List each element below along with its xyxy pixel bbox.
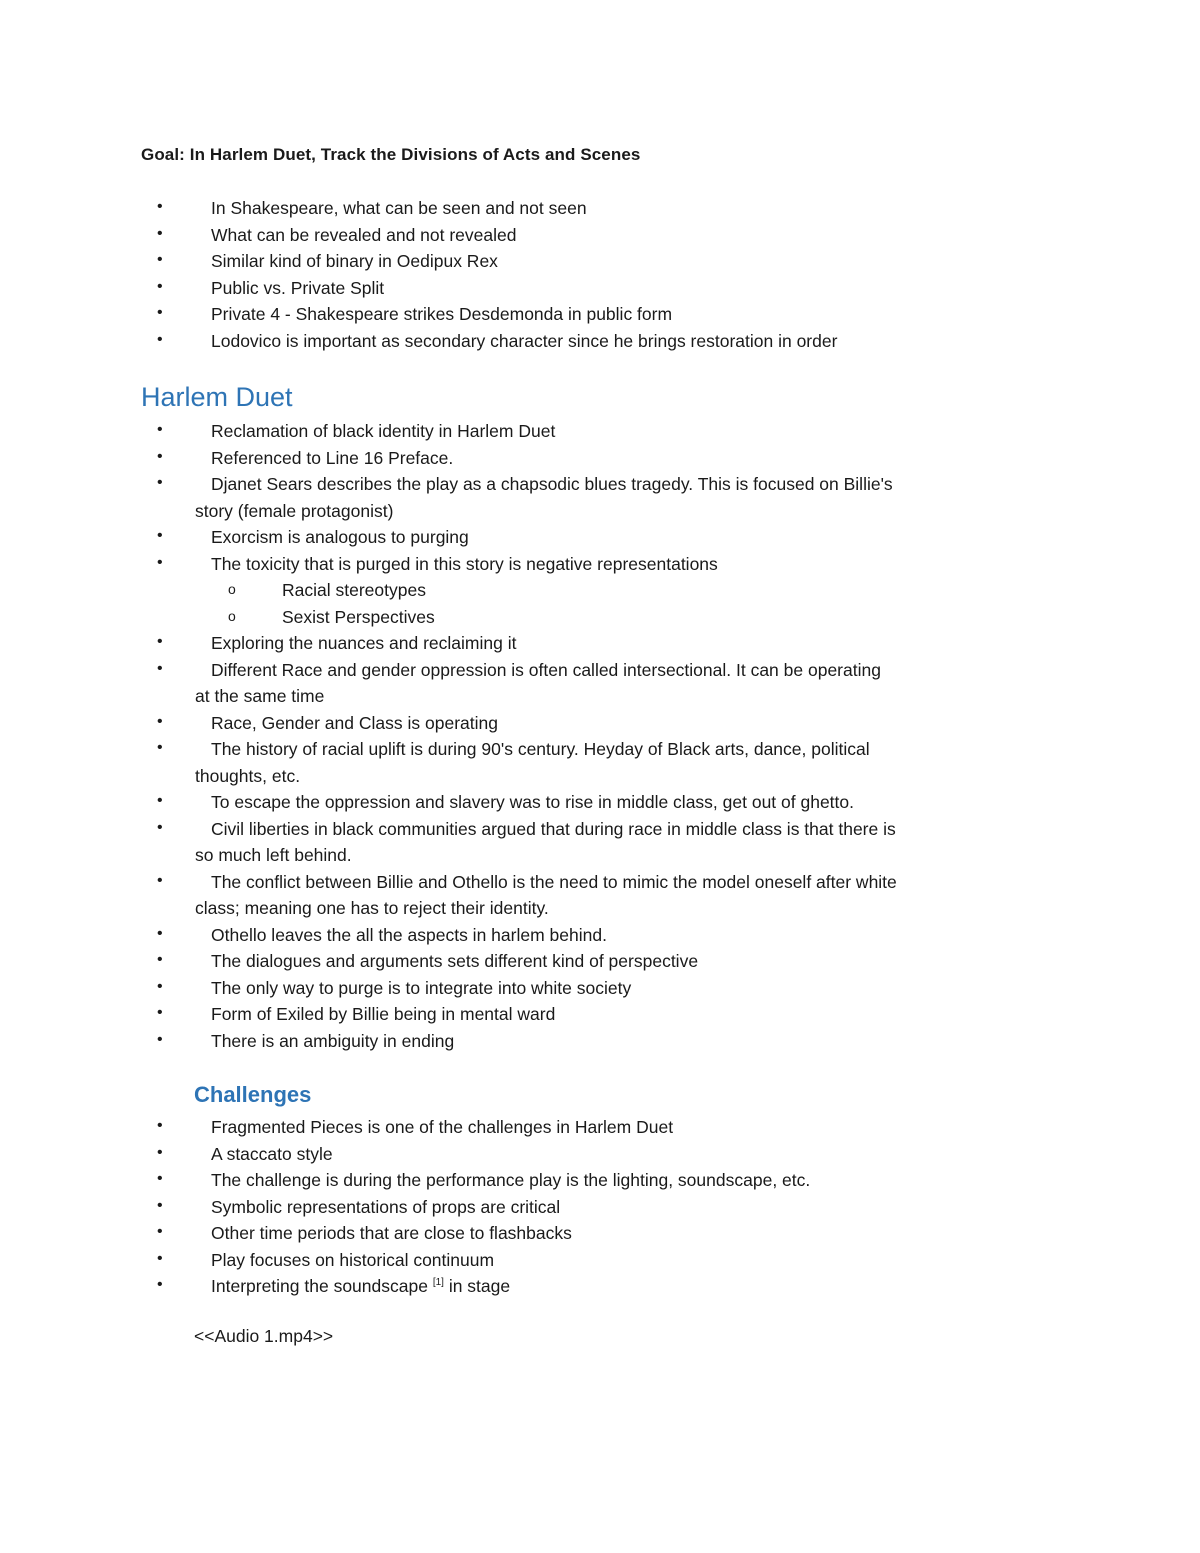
list-item: • There is an ambiguity in ending: [0, 1028, 900, 1055]
bullet-icon: •: [157, 633, 163, 650]
bullet-icon: •: [157, 198, 163, 215]
list-item: • Race, Gender and Class is operating: [0, 710, 900, 737]
bullet-icon: •: [157, 1004, 163, 1021]
list-item: • Interpreting the soundscape [1] in stage: [0, 1273, 900, 1300]
list-item: • What can be revealed and not revealed: [0, 222, 900, 249]
list-item: • Play focuses on historical continuum: [0, 1247, 900, 1274]
harlem-duet-list: [0, 418, 900, 1054]
list-item: • The only way to purge is to integrate into white society: [0, 975, 900, 1002]
sub-list-item: o Racial stereotypes: [0, 577, 900, 604]
list-item: • Reclamation of black identity in Harlem Duet: [0, 418, 900, 445]
list-item: • Exploring the nuances and reclaiming it: [0, 630, 900, 657]
list-item: • Similar kind of binary in Oedipux Rex: [0, 248, 900, 275]
list-item: • Other time periods that are close to flashbacks: [0, 1220, 900, 1247]
list-item: • Referenced to Line 16 Preface.: [0, 445, 900, 472]
bullet-icon: •: [157, 924, 163, 942]
section-heading-harlem-duet: Harlem Duet: [141, 382, 293, 412]
bullet-icon: •: [157, 659, 163, 677]
list-item: • The dialogues and arguments sets different kind of perspective: [0, 948, 900, 975]
bullet-icon: •: [157, 951, 163, 968]
list-item: • The conflict between Billie and Othello is the need to mimic the model oneself after white class; meaning one has to reject their identity.: [0, 869, 900, 922]
bullet-icon: •: [157, 553, 163, 571]
sub-list-item: o Sexist Perspectives: [0, 604, 900, 631]
bullet-icon: •: [157, 224, 163, 242]
section-heading-challenges: Challenges: [194, 1082, 312, 1107]
list-item: • The history of racial uplift is during 90's century. Heyday of Black arts, dance, political thoughts, etc.: [0, 736, 900, 789]
bullet-icon: •: [157, 447, 163, 465]
list-item: • Symbolic representations of props are critical: [0, 1194, 900, 1221]
bullet-icon: •: [157, 330, 163, 348]
audio-attachment[interactable]: <<Audio 1.mp4>>: [194, 1326, 334, 1346]
bullet-icon: •: [157, 1117, 163, 1134]
circle-bullet-icon: o: [228, 607, 236, 624]
list-item: • To escape the oppression and slavery was to rise in middle class, get out of ghetto.: [0, 789, 900, 816]
list-item: • A staccato style: [0, 1141, 900, 1168]
bullet-icon: •: [157, 1170, 163, 1187]
bullet-icon: •: [157, 977, 163, 995]
challenges-list: [0, 1114, 900, 1300]
bullet-icon: •: [157, 421, 163, 438]
list-item: • The toxicity that is purged in this story is negative representations: [0, 551, 900, 578]
bullet-icon: •: [157, 1223, 163, 1240]
bullet-icon: •: [157, 277, 163, 295]
list-item: • Lodovico is important as secondary character since he brings restoration in order: [0, 328, 900, 355]
list-item: • In Shakespeare, what can be seen and not seen: [0, 195, 900, 222]
list-item: • Public vs. Private Split: [0, 275, 900, 302]
list-item: • Djanet Sears describes the play as a chapsodic blues tragedy. This is focused on Billie's story (female protagonist): [0, 471, 900, 524]
circle-bullet-icon: o: [228, 581, 236, 597]
bullet-icon: •: [157, 871, 163, 889]
bullet-icon: •: [157, 1276, 163, 1293]
list-item: • The challenge is during the performance play is the lighting, soundscape, etc.: [0, 1167, 900, 1194]
goal-heading: Goal: In Harlem Duet, Track the Divisions of Acts and Scenes: [141, 145, 641, 164]
bullet-icon: •: [157, 527, 163, 544]
bullet-icon: •: [157, 712, 163, 730]
bullet-icon: •: [157, 1196, 163, 1214]
bullet-icon: •: [157, 474, 163, 491]
bullet-icon: •: [157, 792, 163, 809]
bullet-icon: •: [157, 818, 163, 836]
list-item: • Fragmented Pieces is one of the challenges in Harlem Duet: [0, 1114, 900, 1141]
bullet-icon: •: [157, 1030, 163, 1048]
bullet-icon: •: [157, 1249, 163, 1267]
list-item: • Different Race and gender oppression is often called intersectional. It can be operating at the same time: [0, 657, 900, 710]
bullet-icon: •: [157, 304, 163, 321]
list-item: • Othello leaves the all the aspects in harlem behind.: [0, 922, 900, 949]
footnote-link[interactable]: [1]: [432, 1277, 444, 1288]
list-item: • Private 4 - Shakespeare strikes Desdemonda in public form: [0, 301, 900, 328]
list-item: • Exorcism is analogous to purging: [0, 524, 900, 551]
goal-list: [0, 195, 900, 354]
list-item: • Form of Exiled by Billie being in mental ward: [0, 1001, 900, 1028]
bullet-icon: •: [157, 1143, 163, 1161]
bullet-icon: •: [157, 739, 163, 756]
bullet-icon: •: [157, 251, 163, 268]
list-item: • Civil liberties in black communities argued that during race in middle class is that there is so much left behind.: [0, 816, 900, 869]
